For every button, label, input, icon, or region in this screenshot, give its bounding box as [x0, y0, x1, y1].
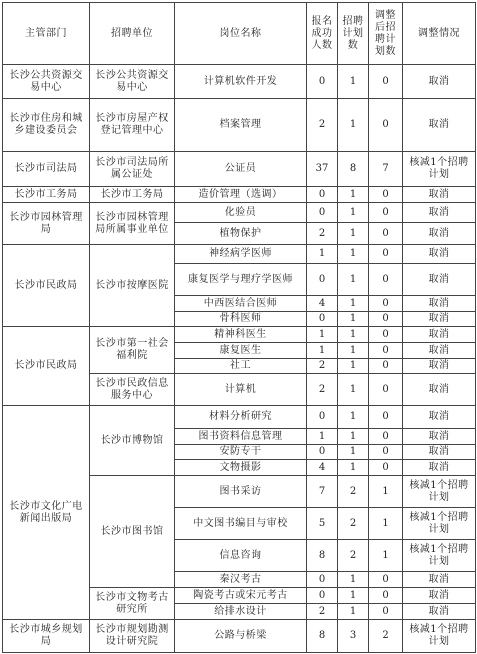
position-cell: 秦汉考古: [175, 572, 307, 588]
position-cell: 信息咨询: [175, 540, 307, 572]
number-cell: 1: [338, 245, 369, 264]
adjustment-cell: 取消: [403, 203, 476, 223]
unit-cell: 长沙市园林管理局所属事业单位: [90, 203, 175, 245]
adjustment-cell: 取消: [403, 429, 476, 445]
number-cell: 2: [307, 99, 338, 152]
position-cell: 图书采访: [175, 476, 307, 508]
unit-cell: 长沙市文物考古研究所: [90, 588, 175, 620]
table-row: [3, 187, 476, 203]
table-row: [3, 203, 476, 223]
number-cell: 1: [369, 508, 403, 540]
number-cell: 1: [338, 445, 369, 460]
unit-cell: 长沙市博物馆: [90, 406, 175, 476]
number-cell: 0: [369, 588, 403, 604]
number-cell: 1: [338, 223, 369, 245]
unit-cell: 长沙市按摩医院: [90, 245, 175, 327]
number-cell: 0: [369, 223, 403, 245]
number-cell: 1: [338, 312, 369, 327]
adjustment-cell: 核减1个招聘计划: [403, 476, 476, 508]
dept-cell: 长沙市民政局: [3, 327, 90, 406]
adjustment-cell: 取消: [403, 327, 476, 343]
number-cell: 1: [338, 406, 369, 429]
header-adjustment: 调整情况: [403, 3, 476, 65]
adjustment-cell: 取消: [403, 223, 476, 245]
adjustment-cell: 核减1个招聘计划: [403, 540, 476, 572]
position-cell: 社工: [175, 359, 307, 374]
header-position: 岗位名称: [175, 3, 307, 65]
number-cell: 1: [307, 327, 338, 343]
number-cell: 0: [369, 296, 403, 312]
position-cell: 安防专干: [175, 445, 307, 460]
position-cell: 给排水设计: [175, 604, 307, 620]
number-cell: 0: [369, 343, 403, 359]
number-cell: 0: [307, 588, 338, 604]
number-cell: 0: [307, 203, 338, 223]
adjustment-cell: 取消: [403, 588, 476, 604]
number-cell: 7: [369, 152, 403, 187]
header-adjusted-plan: 调整后招聘计划数: [369, 3, 403, 65]
table-row: [3, 620, 476, 653]
number-cell: 0: [307, 264, 338, 296]
header-row: [3, 3, 476, 65]
number-cell: 0: [307, 572, 338, 588]
position-cell: 康复医学与理疗学医师: [175, 264, 307, 296]
number-cell: 0: [369, 327, 403, 343]
position-cell: 计算机软件开发: [175, 65, 307, 99]
position-cell: 神经病学医师: [175, 245, 307, 264]
number-cell: 0: [369, 187, 403, 203]
adjustment-cell: 取消: [403, 296, 476, 312]
adjustment-cell: 取消: [403, 312, 476, 327]
number-cell: 1: [338, 429, 369, 445]
number-cell: 2: [307, 359, 338, 374]
number-cell: 0: [369, 460, 403, 476]
unit-cell: 长沙市规划勘测设计研究院: [90, 620, 175, 653]
position-cell: 陶瓷考古或宋元考古: [175, 588, 307, 604]
number-cell: 0: [369, 604, 403, 620]
dept-cell: 长沙市工务局: [3, 187, 90, 203]
number-cell: 3: [338, 620, 369, 653]
position-cell: 档案管理: [175, 99, 307, 152]
header-unit: 招聘单位: [90, 3, 175, 65]
position-cell: 康复医生: [175, 343, 307, 359]
number-cell: 1: [338, 327, 369, 343]
unit-cell: 长沙市民政信息服务中心: [90, 374, 175, 406]
number-cell: 1: [338, 343, 369, 359]
dept-cell: 长沙市司法局: [3, 152, 90, 187]
table-row: [3, 99, 476, 152]
number-cell: 0: [369, 406, 403, 429]
number-cell: 1: [338, 604, 369, 620]
number-cell: 8: [338, 152, 369, 187]
adjustment-cell: 取消: [403, 65, 476, 99]
adjustment-cell: 取消: [403, 445, 476, 460]
position-cell: 公证员: [175, 152, 307, 187]
unit-cell: 长沙公共资源交易中心: [90, 65, 175, 99]
number-cell: 1: [307, 429, 338, 445]
dept-cell: 长沙公共资源交易中心: [3, 65, 90, 99]
number-cell: 2: [338, 476, 369, 508]
position-cell: 精神科医生: [175, 327, 307, 343]
number-cell: 1: [369, 540, 403, 572]
adjustment-cell: 取消: [403, 460, 476, 476]
dept-cell: 长沙市民政局: [3, 245, 90, 327]
position-cell: 中文图书编目与审校: [175, 508, 307, 540]
position-cell: 计算机: [175, 374, 307, 406]
number-cell: 1: [307, 343, 338, 359]
position-cell: 图书资料信息管理: [175, 429, 307, 445]
adjustment-cell: 核减1个招聘计划: [403, 152, 476, 187]
position-cell: 造价管理（选调）: [175, 187, 307, 203]
dept-cell: 长沙市城乡规划局: [3, 620, 90, 653]
table-row: [3, 245, 476, 264]
adjustment-cell: 取消: [403, 604, 476, 620]
header-applicants: 报名成功人数: [307, 3, 338, 65]
number-cell: 2: [338, 508, 369, 540]
number-cell: 1: [338, 203, 369, 223]
dept-cell: 长沙市文化广电新闻出版局: [3, 406, 90, 620]
number-cell: 2: [307, 223, 338, 245]
number-cell: 1: [338, 588, 369, 604]
position-cell: 文物摄影: [175, 460, 307, 476]
number-cell: 0: [369, 99, 403, 152]
number-cell: 0: [307, 187, 338, 203]
table-row: [3, 65, 476, 99]
position-cell: 植物保护: [175, 223, 307, 245]
number-cell: 37: [307, 152, 338, 187]
unit-cell: 长沙市房屋产权登记管理中心: [90, 99, 175, 152]
number-cell: 4: [307, 460, 338, 476]
number-cell: 0: [369, 429, 403, 445]
number-cell: 0: [307, 312, 338, 327]
number-cell: 1: [338, 187, 369, 203]
number-cell: 0: [369, 245, 403, 264]
number-cell: 7: [307, 476, 338, 508]
number-cell: 0: [369, 264, 403, 296]
position-cell: 化验员: [175, 203, 307, 223]
number-cell: 2: [307, 374, 338, 406]
number-cell: 0: [307, 445, 338, 460]
number-cell: 0: [307, 65, 338, 99]
adjustment-cell: 取消: [403, 406, 476, 429]
adjustment-cell: 取消: [403, 374, 476, 406]
number-cell: 0: [369, 65, 403, 99]
number-cell: 1: [338, 572, 369, 588]
adjustment-cell: 取消: [403, 359, 476, 374]
number-cell: 1: [307, 245, 338, 264]
number-cell: 4: [307, 296, 338, 312]
adjustment-cell: 取消: [403, 264, 476, 296]
unit-cell: 长沙市工务局: [90, 187, 175, 203]
table-row: [3, 327, 476, 343]
adjustment-cell: 核减1个招聘计划: [403, 620, 476, 653]
number-cell: 1: [338, 65, 369, 99]
table-row: [3, 152, 476, 187]
number-cell: 8: [307, 540, 338, 572]
adjustment-cell: 取消: [403, 245, 476, 264]
adjustment-cell: 取消: [403, 187, 476, 203]
number-cell: 0: [307, 406, 338, 429]
adjustment-cell: 取消: [403, 343, 476, 359]
number-cell: 1: [369, 476, 403, 508]
number-cell: 1: [338, 460, 369, 476]
number-cell: 2: [369, 620, 403, 653]
header-dept: 主管部门: [3, 3, 90, 65]
number-cell: 0: [369, 312, 403, 327]
number-cell: 8: [307, 620, 338, 653]
number-cell: 1: [338, 264, 369, 296]
position-cell: 骨科医师: [175, 312, 307, 327]
position-cell: 材料分析研究: [175, 406, 307, 429]
header-plan: 招聘计划数: [338, 3, 369, 65]
number-cell: 0: [369, 445, 403, 460]
number-cell: 0: [369, 359, 403, 374]
unit-cell: 长沙市第一社会福利院: [90, 327, 175, 374]
number-cell: 1: [338, 359, 369, 374]
adjustment-cell: 取消: [403, 572, 476, 588]
number-cell: 1: [338, 296, 369, 312]
recruitment-adjustment-table: [2, 2, 476, 653]
adjustment-cell: 核减1个招聘计划: [403, 508, 476, 540]
table-row: [3, 406, 476, 429]
dept-cell: 长沙市园林管理局: [3, 203, 90, 245]
unit-cell: 长沙市图书馆: [90, 476, 175, 588]
position-cell: 公路与桥梁: [175, 620, 307, 653]
number-cell: 0: [369, 572, 403, 588]
dept-cell: 长沙市住房和城乡建设委员会: [3, 99, 90, 152]
position-cell: 中西医结合医师: [175, 296, 307, 312]
number-cell: 2: [307, 604, 338, 620]
number-cell: 2: [338, 540, 369, 572]
number-cell: 1: [338, 99, 369, 152]
number-cell: 1: [338, 374, 369, 406]
number-cell: 5: [307, 508, 338, 540]
unit-cell: 长沙市司法局所属公证处: [90, 152, 175, 187]
number-cell: 0: [369, 203, 403, 223]
adjustment-cell: 取消: [403, 99, 476, 152]
number-cell: 0: [369, 374, 403, 406]
